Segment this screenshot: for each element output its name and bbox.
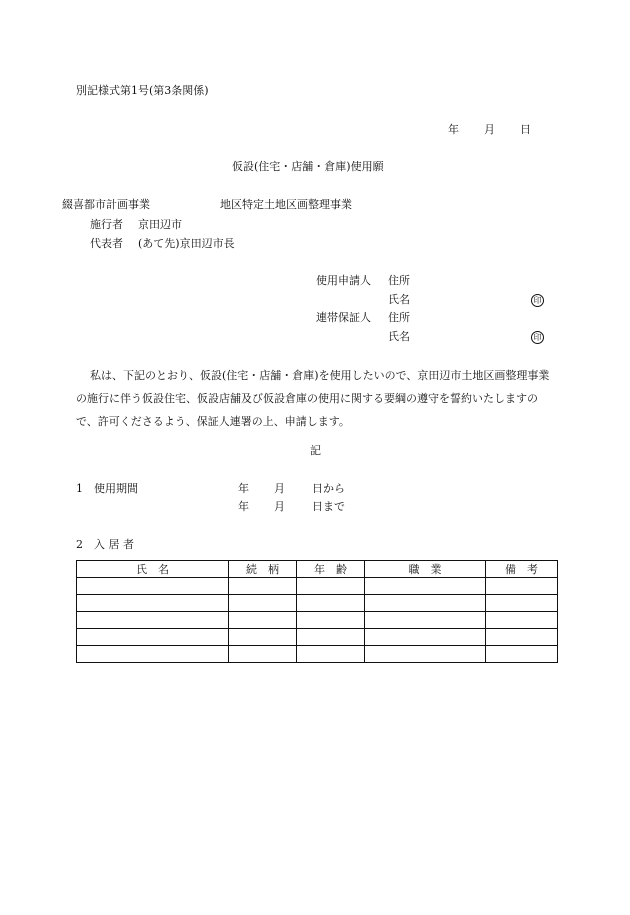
- executor-label: 施行者: [90, 218, 123, 231]
- period-to-year: 年: [238, 500, 249, 513]
- cell-remarks[interactable]: [486, 595, 558, 612]
- table-row: [77, 629, 558, 646]
- guarantor-label: 連帯保証人: [316, 311, 371, 324]
- period-to-day: 日まで: [312, 500, 345, 513]
- executor-value: 京田辺市: [138, 218, 182, 231]
- cell-occupation[interactable]: [365, 612, 486, 629]
- cell-occupation[interactable]: [365, 629, 486, 646]
- representative-value: (あて先)京田辺市長: [138, 237, 235, 250]
- ki-heading: 記: [310, 444, 321, 457]
- guarantor-seal-icon: 印: [531, 331, 544, 344]
- cell-name[interactable]: [77, 646, 229, 663]
- applicant-seal-icon: 印: [531, 294, 544, 307]
- cell-occupation[interactable]: [365, 595, 486, 612]
- guarantor-address-label: 住所: [388, 311, 410, 324]
- cell-remarks[interactable]: [486, 578, 558, 595]
- cell-age[interactable]: [297, 646, 365, 663]
- date-month-label: 月: [484, 123, 495, 136]
- table-row: [77, 612, 558, 629]
- cell-name[interactable]: [77, 629, 229, 646]
- cell-age[interactable]: [297, 595, 365, 612]
- cell-relationship[interactable]: [229, 646, 297, 663]
- cell-remarks[interactable]: [486, 612, 558, 629]
- project-name-right: 地区特定土地区画整理事業: [220, 198, 352, 211]
- residents-number: 2: [76, 538, 83, 551]
- header-relationship: 続 柄: [229, 561, 297, 578]
- table-row: [77, 646, 558, 663]
- project-name-left: 綴喜都市計画事業: [62, 198, 150, 211]
- table-row: [77, 595, 558, 612]
- guarantor-name-label: 氏名: [388, 330, 410, 343]
- header-age: 年 齢: [297, 561, 365, 578]
- cell-relationship[interactable]: [229, 612, 297, 629]
- cell-relationship[interactable]: [229, 578, 297, 595]
- table-row: [77, 578, 558, 595]
- cell-name[interactable]: [77, 578, 229, 595]
- header-occupation: 職 業: [365, 561, 486, 578]
- form-number: 別記様式第1号(第3条関係): [76, 84, 209, 97]
- period-from-year: 年: [238, 482, 249, 495]
- cell-remarks[interactable]: [486, 646, 558, 663]
- header-remarks: 備 考: [486, 561, 558, 578]
- cell-age[interactable]: [297, 578, 365, 595]
- period-from-month: 月: [274, 482, 285, 495]
- date-day-label: 日: [520, 123, 531, 136]
- cell-age[interactable]: [297, 612, 365, 629]
- cell-name[interactable]: [77, 595, 229, 612]
- residents-header-row: [77, 561, 558, 578]
- residents-label: 入 居 者: [94, 538, 134, 551]
- page-title: 仮設(住宅・店舗・倉庫)使用願: [232, 160, 384, 173]
- cell-relationship[interactable]: [229, 629, 297, 646]
- period-number: 1: [76, 482, 83, 495]
- applicant-name-label: 氏名: [388, 293, 410, 306]
- representative-label: 代表者: [90, 237, 123, 250]
- period-from-day: 日から: [312, 482, 345, 495]
- cell-relationship[interactable]: [229, 595, 297, 612]
- residents-table: [76, 560, 558, 663]
- cell-occupation[interactable]: [365, 646, 486, 663]
- header-name: 氏 名: [77, 561, 229, 578]
- period-to-month: 月: [274, 500, 285, 513]
- body-paragraph: 私は、下記のとおり、仮設(住宅・店舗・倉庫)を使用したいので、京田辺市土地区画整理事業の施行に伴う仮設住宅、仮設店舗及び仮設倉庫の使用に関する要綱の遵守を誓約いたしますので、許可くださるよう、保証人連署の上、申請します。: [76, 369, 550, 428]
- cell-remarks[interactable]: [486, 629, 558, 646]
- cell-age[interactable]: [297, 629, 365, 646]
- cell-name[interactable]: [77, 612, 229, 629]
- applicant-label: 使用申請人: [316, 274, 371, 287]
- period-label: 使用期間: [94, 482, 138, 495]
- cell-occupation[interactable]: [365, 578, 486, 595]
- date-year-label: 年: [448, 123, 459, 136]
- applicant-address-label: 住所: [388, 274, 410, 287]
